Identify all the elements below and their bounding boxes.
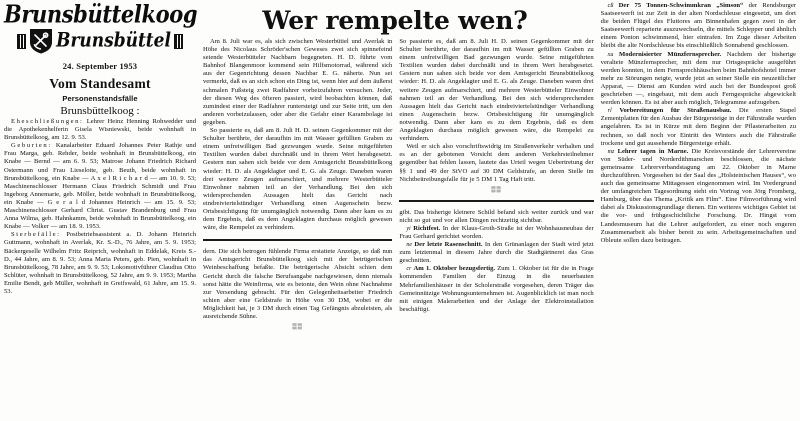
ornament-bar-icon — [17, 34, 26, 49]
brief-continuation-text: gibt. Das bisherige kleinere Schild befand sich weiter zurück und war nicht so gut und vor allen Dingen rechtzeitig sichtbar. — [399, 208, 594, 224]
end-ornament-col3: ▒▒ — [491, 186, 502, 193]
section-title: Vom Standesamt — [49, 76, 151, 91]
brief-text: In der Klaus-Groth-Straße ist der Wohnhausneubau der Frau Gerhard gerichtet worden. — [399, 224, 594, 240]
brief-title: Modernisierter Münzfernsprecher. — [619, 50, 722, 58]
masthead-second-row — [4, 28, 196, 54]
brief-text: der Rendsburger Saatseewerft ist zur Zeit in der alten Nordschleuse eingesetzt, um dort die beiden Flügel des Fluttores am Binnenhafen gegen zwei in der Saatseewerft reparierte auszuwechseln, die mittels Schlepper und ähnlich einem Ponton schwimmend, hier eintrafen. Im Zuge dieser Arbeiten bleibt die alte Nordschleuse bis einschließlich Sonnabend geschlossen. — [600, 2, 796, 50]
brief-item-lehrertagung — [601, 148, 796, 245]
ornament-bar-icon-right — [174, 34, 183, 49]
article-wine-text: dern. Die sich betrogen fühlende Firma erstattete Anzeige, so daß nun das Amtsgericht Brunsbüttelkoog sich mit der betrügerischen Weinbeschaffung befaßte. Die betrügerische Absicht schien dem Gericht durch die falsche Berufsangabe nachgewiesen, denn niemals sonst hätte die Weinfirma, wie es betonte, den Wein ohne Nachnahme zur Versendung gebracht. Für den Gelegenheitsarbeiter Friedrich schien aber eine Geldstrafe in Höhe von 30 DM, wobei er die Möglichkeit hat, je 3 DM durch einen Tag Gefängnis abzuleisten, als ausreichende Sühne. — [203, 248, 393, 320]
brief-initials: cß — [607, 3, 614, 9]
brief-initials: ne — [406, 242, 413, 249]
masthead-title-line2: Brunsbüttel — [56, 28, 171, 52]
column-1 — [4, 2, 196, 421]
brief-text: Nachdem der bisherige veraltete Münzfernsprecher, mit dem nur Ortsgespräche ausgeführt werden konnten, in dem Fernsprechhäuschen beim Bahnhofshotel immer mehr zu Störungen neigte, wurde jetzt an seiner Stelle ein neuzeitlicher Apparat, — Dienst am Kunden wird auch bei der Bundespost groß geschrieben —, eingebaut, mit dem auch Ferngespräche abgewickelt werden können. Es ist aber auch möglich, Telegramme aufzugeben. — [600, 50, 796, 107]
brief-title: Vorbereitungen für Straßenausbau. — [619, 107, 732, 115]
brief-item-strassenausbau — [601, 107, 796, 147]
entry-text-deaths: Postbetriebsassistent a. D. Johann Heinrich Guttmann, wohnhaft in Averlak, Kr. S.-D., 76 Jahre, am 5. 9. 1953; Bäckergeselle Wilhelm Fritz Reiprich, wohnhaft in Eddelak, Kreis S.-D., 44 Jahre, am 8. 9. 53; Anna Maria Peters, geb. Pien, wohnhaft in Brunsbüttelkoog, 78 Jahre, am 9. 9. 53; Lokomotivführer Claudius Otto Schlüter, wohnhaft in Brunsbüttelkoog, 52 Jahre, am 9. 9. 1953; Martha Emilie Bendt, geb Müller, wohnhaft in Greifswald, 61 Jahre, am 15. 9. 53. — [4, 231, 196, 295]
brief-initials: yi — [406, 225, 411, 232]
registry-entry-births — [4, 142, 196, 231]
section-subtitle: Personenstandsfälle — [62, 94, 138, 103]
brief-title: Richtfest. — [413, 224, 441, 232]
brief-text: In den Grünanlagen der Stadt wird jetzt zum letztenmal in diesem Jahre durch die Stadtgärtnerei das Gras geschnitten. — [399, 241, 594, 265]
article-main-para1: Am 8. Juli war es, als sich zwischen Westerbütiel und Averlak in Höhe des Nicolaus Schröder'schen Geweses zwei sich spinnefeind seiende Westerbütteler Nachbarn begegneten. H. D. führte vom Bahnhof Blangenmoor kommend sein Hilfsmotorrad, während sich aus der Gegenrichtung dessen Nachbar E. G. näherte. Nun sei vermerkt, daß es an sich schon ein Ding ist, wenn hier auf dem äußerst schmalen Fußsteig zwei Radfahrer vorbeizufahren versuchen. Jeder, der diesen Weg des öfteren passiert, wird beobachten können, daß zumindest einer der Radfahrer runtersteigt und zur Seite tritt, um den anderen vorbeizulassen, oder aber die Gefahr einer Karambolage ist gegeben. — [203, 38, 393, 126]
registry-entry-marriages — [4, 118, 196, 142]
entry-label-deaths: Sterbefälle: — [11, 231, 61, 239]
brief-title: Der 75 Tonnen-Schwimmkran „Simson“ — [618, 2, 744, 9]
briefs-separator-rule — [399, 200, 593, 202]
brief-item-muenzfernsprecher — [601, 51, 796, 108]
brief-initials: xu — [607, 51, 614, 58]
entry-text-births: Kanalarbeiter Eduard Johannes Peter Rathje und Frau Marga, geb. Rehder, beide wohnhaft in Brunsbüttelkoog, ein Knabe — Bernd — am 6. 9. 53; Matrose Johann Friedrich Richard Ostermann und Frau Lieselotte, geb. Beuth, beide wohnhaft in Brunsbüttelkoog, ein Knabe — A x e l R i c h a r d — am 10. 9. 53; Maschinenschlosser Hermann Claus Friedrich Schmidt und Frau Ingeborg Annemarie, geb. Möller, beide wohnhaft in Brunsbüttelkoog, ein Knabe — G e r a l d Johannes Heinrich — am 15. 9. 53; Maschinenschlosser Gerhard Christ. Gustav Brandenburg und Frau Anna Wilma, geb. Hahnkamm, beide wohnhaft in Brunsbüttelkoog, ein Knabe — Volker — am 18. 9. 1953. — [4, 142, 196, 231]
entry-label-marriages: Eheschließungen: — [11, 118, 84, 125]
article-main-para2-start: So passierte es, daß am 8. Juli H. D. seinen Gegenkommer mit der Schulter berührte, der daraufhin im mit Wasser gefüllten Graben zu einem unfreiwilligen Bad gezwungen wurde. Seine mitgeführten Textilien wurden dabei durchnäßt und in ihrem Wert herabgesetzt. Gestern nun sahen sich beide vor dem Amtsgericht Brunsbüttelkoog wieder: H. D. als Angeklagter und E. G. als Zeuge. Daneben waren drei weitere Zeugen aufmarschiert, und mehrere Westerbütteler Einwohner nahmen teil an der Verhandlung. Bei den sich widersprechenden Aussagen hielt das Gericht nach eindreiviertelstündiger Verhandlung einen Augenschein bezw. Ortsbesichtigung für unumgänglich notwendig. Dann aber kam es zu dem Ergebnis, daß es dem Angeklagten durchaus möglich gewesen wäre, die Rempelei zu verhindern. — [203, 127, 393, 232]
brief-item-rasenschnitt — [399, 241, 593, 265]
article-separator-rule — [203, 239, 392, 241]
main-headline: Wer rempelte wen? — [262, 6, 528, 35]
place-heading: Brunsbüttelkoog : — [60, 105, 140, 117]
column-4 — [601, 2, 796, 421]
masthead-title-line1: Brunsbüttelkoog — [4, 0, 198, 29]
column-2 — [203, 2, 392, 421]
brief-text: Die ersten Stapel Zementplatten für den Ausbau der Bürgersteige in der Fährstraße wurden angefahren. Es ist in Kürze mit dem Beginn der Pflasterarbeiten zu rechnen, so daß noch vor Eintritt des Winters auch die Fährstraße trockene und gut aussehende Bürgersteige erhält. — [600, 107, 797, 147]
article-main-para3: Weil er sich also vorschriftswidrig im Straßenverkehr verhalten und es an der gebotenen Vorsicht dem anderen Verkehrsteilnehmer gegenüber hat fehlen lassen, lautete das Urteil wegen Uebertretung der §§ 1 und 49 der StVO auf 30 DM Geldstrafe, an deren Stelle im Nichtbeitreibungsfalle für je 5 DM 1 Tag Haft tritt. — [399, 143, 594, 183]
brief-title: Lehrer tagen in Marne. — [617, 147, 689, 155]
shield-anchor-key-icon — [29, 28, 53, 54]
entry-text-marriages: Lehrer Heinz Henning Rohwedder und die Apothekenhelferin Gisela Wisniewski, beide wohnhaft in Brunsbüttelkoog, am 12. 9. 53. — [4, 118, 196, 142]
brief-item-bezugsfertig — [399, 265, 593, 314]
brief-item-richtfest — [399, 225, 593, 241]
masthead — [4, 2, 196, 103]
entry-label-births: Geburten: — [11, 142, 52, 150]
end-ornament-col2: ▒▒ — [292, 324, 303, 331]
article-main-para2-cont: So passierte es, daß am 8. Juli H. D. seinen Gegenkommer mit der Schulter berührte, der daraufhin im mit Wasser gefüllten Graben zu einem unfreiwilligen Bad gezwungen wurde. Seine mitgeführten Textilien wurden dabei durchnäßt und in ihrem Wert herabgesetzt. Gestern nun sahen sich beide vor dem Amtsgericht Brunsbüttelkoog wieder: H. D. als Angeklagter und E. G. als Zeuge. Daneben waren drei weitere Zeugen aufmarschiert, und mehrere Westerbütteler Einwohner nahmen teil an der Verhandlung. Bei den sich widersprechenden Aussagen hielt das Gericht nach eindreiviertelstündiger Verhandlung einen Augenschein bezw. Ortsbesichtigung für unumgänglich notwendig. Dann aber kam es zu dem Ergebnis, daß es dem Angeklagten durchaus möglich gewesen wäre, die Rempelei zu verhindern. — [399, 38, 594, 143]
registry-entry-deaths — [4, 231, 196, 296]
column-3 — [399, 2, 593, 421]
brief-text: Die Kreisvorstände der Lehrervereine von Süder- und Norderdithmarschen beschlossen, die nächste gemeinsame Lehrerverbandstagung am 22. Oktober in Marne durchzuführen. Vorgesehen ist der Saal des „Holsteinischen Hauses“, wo auch das gemeinsame Mittagessen eingenommen wird. Im Vordergrund der umfangreichen Tagesordnung steht ein Vortrag von Jörg Fromberg, Hamburg, über das Thema „Kritik am Film“. Eine Filmvorführung wird dabei als Diskussionsgrundlage dienen. Ein weiteres wichtiges Gebiet ist die vor- und frühgeschichtliche Forschung. Dr. Hingst vom Landesmuseum hat die Lehrer aufgefordert, zu einer noch engeren Zusammenarbeit als bisher bereit zu sein. Arbeitsgemeinschaften und Obleute sollen dazu beitragen. — [600, 147, 796, 244]
brief-initials: cr — [406, 266, 412, 273]
brief-initials: rl — [607, 108, 612, 115]
issue-date: 24. September 1953 — [62, 61, 138, 71]
brief-initials: mz — [607, 148, 615, 155]
brief-text: Zum 1. Oktober ist für die in Frage kommenden Familien der Einzug in die neuerbauten Mehrfamilienhäuser in der Scholerstraße vorgesehen, deren Träger das Gemeinnützige Wohnungsunternehmen ist. Augenblicklich ist man noch mit einigen Malerarbeiten und der Anlage der Elektroinstallation beschäftigt. — [399, 265, 594, 313]
brief-item-schwimmkran — [601, 2, 796, 51]
brief-title: Am 1. Oktober bezugsfertig. — [413, 265, 496, 273]
brief-title: Der letzte Rasenschnitt. — [414, 241, 483, 249]
